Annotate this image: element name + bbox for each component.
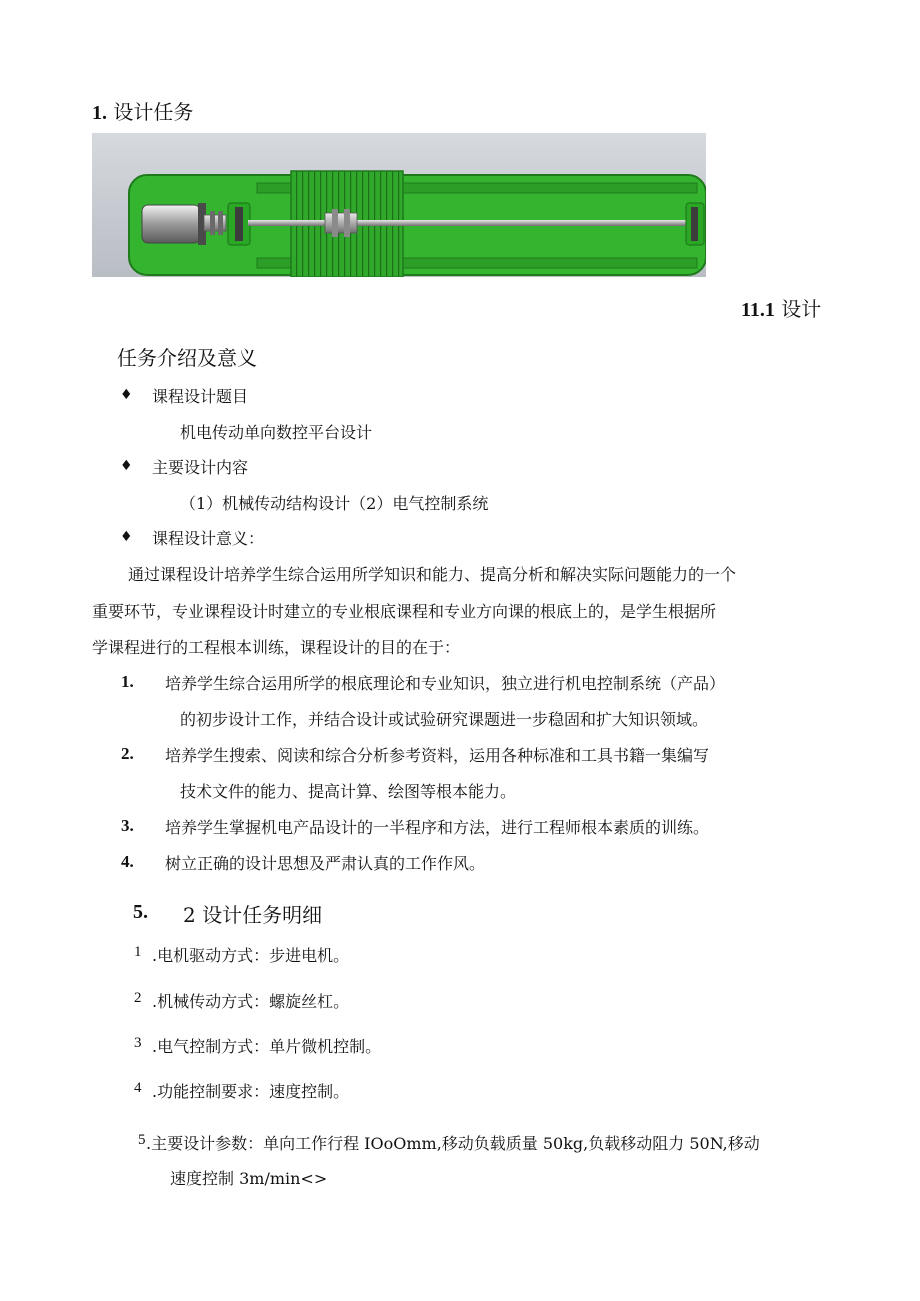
- detail-number: 5: [138, 1132, 146, 1148]
- subsection-heading: [741, 293, 821, 322]
- bullet-label: 课程设计意义：: [152, 529, 265, 548]
- detail-number: 2: [134, 990, 142, 1006]
- detail-number: 3: [134, 1035, 142, 1051]
- task-detail-number: 5.: [133, 901, 148, 923]
- goal-text: 的初步设计工作，并结合设计或试验研究课题进一步稳固和扩大知识领域。: [180, 710, 709, 729]
- subsection-number: 11.1: [741, 299, 775, 321]
- goal-number: 4.: [121, 852, 134, 871]
- section-title: 设计任务: [113, 100, 194, 124]
- task-detail-heading: [133, 899, 148, 924]
- detail-text: 速度控制 3m/min<>: [170, 1169, 328, 1188]
- goal-text: 技术文件的能力、提高计算、绘图等根本能力。: [180, 782, 517, 801]
- detail-text: .主要设计参数：单向工作行程 IOoOmm,移动负载质量 50kg,负载移动阻力 50N,移动: [146, 1134, 760, 1153]
- goal-text: 培养学生搜索、阅读和综合分析参考资料，运用各种标准和工具书籍一集编写: [165, 746, 710, 765]
- paragraph-line: 通过课程设计培养学生综合运用所学知识和能力、提高分析和解决实际问题能力的一个: [128, 565, 737, 584]
- goal-text: 树立正确的设计思想及严肃认真的工作作风。: [165, 854, 486, 873]
- diamond-bullet-icon: ♦: [120, 529, 133, 545]
- bullet-label: 主要设计内容: [152, 458, 249, 477]
- section-heading-1: [92, 96, 193, 125]
- machine-render-image: [92, 133, 706, 277]
- goal-number: 2.: [121, 744, 134, 763]
- bullet-value: 机电传动单向数控平台设计: [180, 423, 373, 442]
- detail-number: 1: [134, 944, 142, 960]
- paragraph-line: 重要环节，专业课程设计时建立的专业根底课程和专业方向课的根底上的，是学生根据所: [92, 602, 717, 621]
- bullet-value: （1）机械传动结构设计（2）电气控制系统: [180, 494, 489, 513]
- section-number: 1.: [92, 102, 107, 124]
- detail-text: .电机驱动方式：步进电机。: [152, 946, 350, 965]
- detail-number: 4: [134, 1080, 142, 1096]
- goal-text: 培养学生综合运用所学的根底理论和专业知识，独立进行机电控制系统（产品）: [165, 674, 726, 693]
- subsection-title: 设计: [781, 297, 822, 321]
- diamond-bullet-icon: ♦: [120, 387, 133, 403]
- detail-text: .机械传动方式：螺旋丝杠。: [152, 992, 350, 1011]
- goal-number: 1.: [121, 672, 134, 691]
- goal-text: 培养学生掌握机电产品设计的一半程序和方法，进行工程师根本素质的训练。: [165, 818, 710, 837]
- goal-number: 3.: [121, 816, 134, 835]
- detail-text: .电气控制方式：单片微机控制。: [152, 1037, 382, 1056]
- intro-title: 任务介绍及意义: [117, 346, 257, 370]
- diamond-bullet-icon: ♦: [120, 458, 133, 474]
- task-detail-title: 2 设计任务明细: [183, 903, 323, 927]
- paragraph-line: 学课程进行的工程根本训练，课程设计的目的在于：: [92, 638, 461, 657]
- bullet-label: 课程设计题目: [152, 387, 249, 406]
- detail-text: .功能控制要求：速度控制。: [152, 1082, 350, 1101]
